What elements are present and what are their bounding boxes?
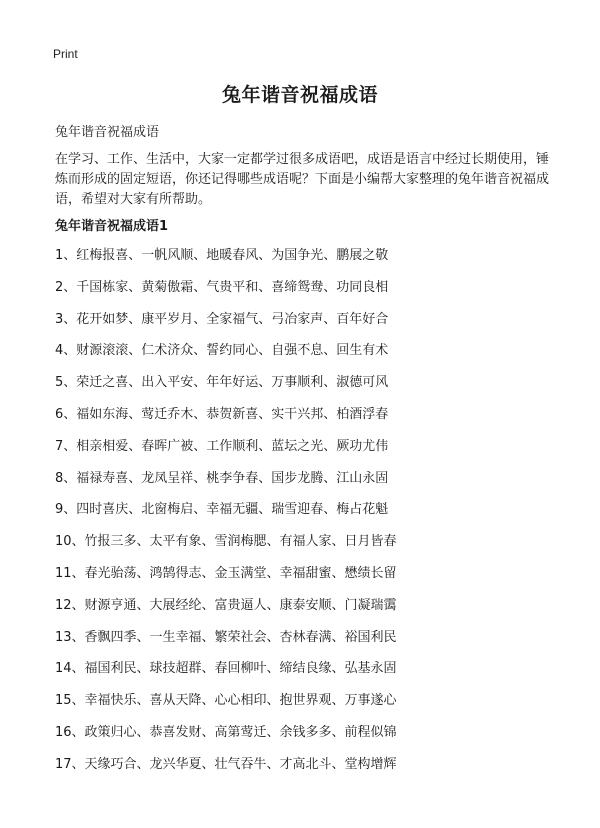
idiom-item: 4、财源滚滚、仁术济众、誓约同心、自强不息、回生有术 <box>55 343 389 359</box>
idiom-item: 2、千国栋家、黄菊傲霜、气贵平和、喜缔鸳鸯、功同良相 <box>55 279 389 295</box>
idiom-item: 10、竹报三多、太平有象、雪润梅腮、有福人家、日月皆春 <box>55 534 397 550</box>
idiom-list <box>55 246 397 787</box>
idiom-item: 5、荣迁之喜、出入平安、年年好运、万事顺利、淑德可风 <box>55 375 389 391</box>
idiom-item: 15、幸福快乐、喜从天降、心心相印、抱世界观、万事遂心 <box>55 693 397 709</box>
idiom-item: 12、财源亨通、大展经纶、富贵逼人、康泰安顺、门凝瑞霭 <box>55 597 397 613</box>
page-title: 兔年谐音祝福成语 <box>221 84 378 106</box>
idiom-item: 7、相亲相爱、春晖广被、工作顺利、蓝坛之光、厥功尤伟 <box>55 438 389 454</box>
page-subtitle: 兔年谐音祝福成语 <box>55 125 160 140</box>
idiom-item: 9、四时喜庆、北窗梅启、幸福无疆、瑞雪迎春、梅占花魁 <box>55 502 389 518</box>
idiom-item: 11、春光骀荡、鸿鹄得志、金玉满堂、幸福甜蜜、懋绩长留 <box>55 565 397 581</box>
idiom-item: 8、福禄寿喜、龙凤呈祥、桃李争春、国步龙腾、江山永固 <box>55 470 389 486</box>
section-heading: 兔年谐音祝福成语1 <box>55 219 169 234</box>
idiom-item: 3、花开如梦、康平岁月、全家福气、弓冶家声、百年好合 <box>55 311 389 327</box>
idiom-item: 14、福国利民、球技超群、春回柳叶、缔结良缘、弘基永固 <box>55 661 397 677</box>
idiom-item: 13、香飘四季、一生幸福、繁荣社会、杏林春满、裕国利民 <box>55 629 397 645</box>
idiom-item: 1、红梅报喜、一帆风顺、地暖春风、为国争光、鹏展之敬 <box>55 248 389 263</box>
idiom-item: 17、天缘巧合、龙兴华夏、壮气吞牛、才高北斗、堂构增辉 <box>55 756 397 772</box>
intro-paragraph: 在学习、工作、生活中，大家一定都学过很多成语吧，成语是语言中经过长期使用，锤炼而形成的固定短语，你还记得哪些成语呢？下面是小编帮大家整理的兔年谐音祝福成语，希望对大家有所帮助。 <box>55 152 550 207</box>
print-link[interactable]: Print <box>53 47 78 61</box>
idiom-item: 6、福如东海、莺迁乔木、恭贺新喜、实干兴邦、柏酒浮春 <box>55 406 389 422</box>
idiom-item: 16、政策归心、恭喜发财、高第莺迁、余钱多多、前程似锦 <box>55 724 397 740</box>
